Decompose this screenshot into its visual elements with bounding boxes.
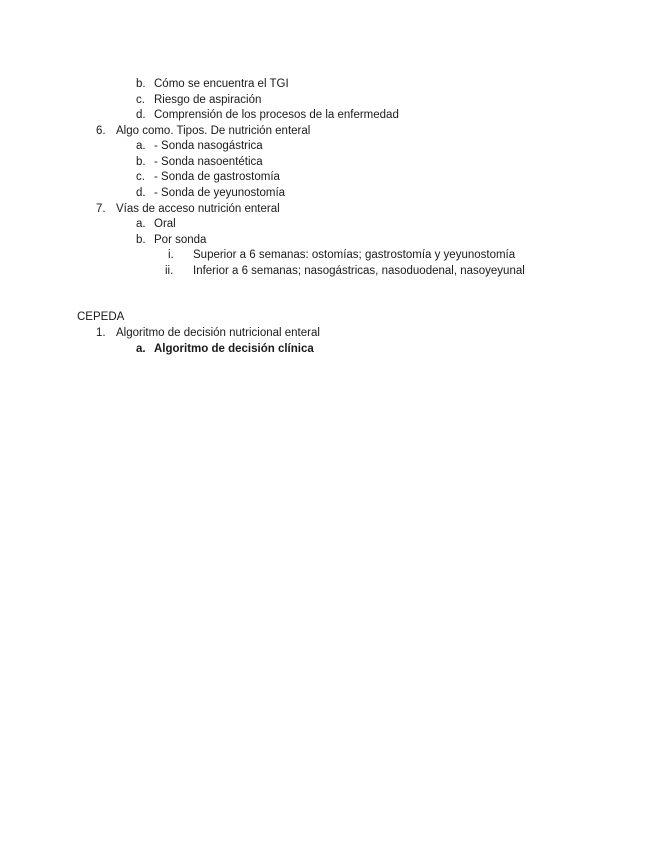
list-item-text: Por sonda	[154, 234, 207, 246]
list-marker: 7.	[96, 203, 106, 215]
list-marker: c.	[136, 94, 145, 106]
list-marker: i.	[168, 249, 174, 261]
list-item-text: - Sonda nasogástrica	[154, 140, 263, 152]
list-marker: a.	[136, 140, 146, 152]
list-item-text: Inferior a 6 semanas; nasogástricas, nasoduodenal, nasoyeyunal	[193, 265, 525, 277]
section-heading: CEPEDA	[77, 311, 125, 323]
list-item-text: Algoritmo de decisión nutricional enteral	[116, 327, 320, 339]
list-marker: 6.	[96, 125, 106, 137]
list-item-text: Cómo se encuentra el TGI	[154, 78, 289, 90]
list-marker: d.	[136, 187, 146, 199]
list-marker: ii.	[165, 265, 174, 277]
list-marker: a.	[136, 218, 146, 230]
list-marker: b.	[136, 78, 146, 90]
list-marker: d.	[136, 109, 146, 121]
list-item-text: - Sonda de gastrostomía	[154, 171, 280, 183]
list-marker: 1.	[96, 327, 106, 339]
list-item-text: - Sonda de yeyunostomía	[154, 187, 286, 199]
list-marker: b.	[136, 156, 146, 168]
list-item-text: Vías de acceso nutrición enteral	[116, 203, 280, 215]
list-item-text: Superior a 6 semanas: ostomías; gastrostomía y yeyunostomía	[193, 249, 516, 261]
list-item-text: Riesgo de aspiración	[154, 94, 262, 106]
list-item-text: - Sonda nasoentética	[154, 156, 263, 168]
list-marker: a.	[136, 343, 146, 355]
list-marker: b.	[136, 234, 146, 246]
list-item-text: Comprensión de los procesos de la enfermedad	[154, 109, 399, 121]
list-item	[136, 77, 146, 92]
list-item-text: Algo como. Tipos. De nutrición enteral	[116, 125, 311, 137]
list-item-text: Algoritmo de decisión clínica	[154, 343, 314, 355]
list-item-text: Oral	[154, 218, 176, 230]
list-marker: c.	[136, 171, 145, 183]
